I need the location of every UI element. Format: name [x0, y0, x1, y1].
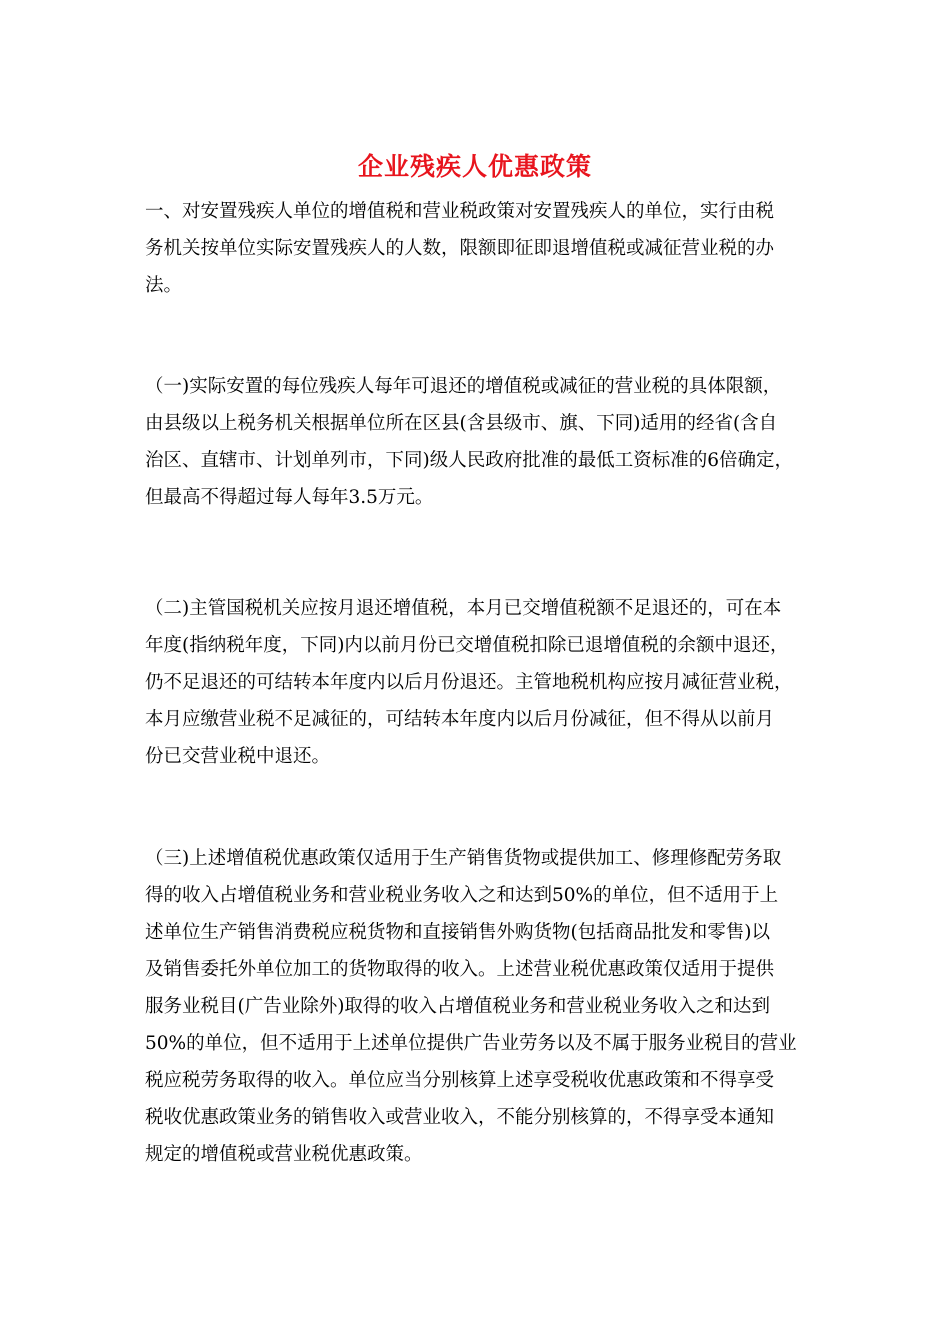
text-line: 税应税劳务取得的收入。单位应当分别核算上述享受税收优惠政策和不得享受 [145, 1070, 775, 1091]
text-line: 得的收入占增值税业务和营业税业务收入之和达到50%的单位，但不适用于上 [145, 885, 779, 906]
text-line: 份已交营业税中退还。 [145, 746, 331, 767]
text-line: （三)上述增值税优惠政策仅适用于生产销售货物或提供加工、修理修配劳务取 [145, 848, 782, 869]
paragraph-item-1 [145, 368, 813, 516]
text-line: 50%的单位，但不适用于上述单位提供广告业劳务以及不属于服务业税目的营业 [145, 1033, 797, 1054]
text-line: 一、对安置残疾人单位的增值税和营业税政策对安置残疾人的单位，实行由税 [145, 201, 775, 222]
text-line: 及销售委托外单位加工的货物取得的收入。上述营业税优惠政策仅适用于提供 [145, 959, 775, 980]
text-line: 述单位生产销售消费税应税货物和直接销售外购货物(包括商品批发和零售)以 [145, 922, 770, 943]
document-title: 企业残疾人优惠政策 [357, 152, 592, 181]
text-line: 法。 [145, 275, 183, 296]
text-line: 年度(指纳税年度，下同)内以前月份已交增值税扣除已退增值税的余额中退还， [145, 635, 789, 656]
text-line: 但最高不得超过每人每年3.5万元。 [145, 487, 434, 508]
text-line: 由县级以上税务机关根据单位所在区县(含县级市、旗、下同)适用的经省(含自 [145, 413, 778, 434]
paragraph-item-3 [145, 840, 813, 1173]
text-line: 税收优惠政策业务的销售收入或营业收入，不能分别核算的，不得享受本通知 [145, 1107, 775, 1128]
text-line: （二)主管国税机关应按月退还增值税，本月已交增值税额不足退还的，可在本 [145, 598, 782, 619]
paragraph-intro [145, 193, 813, 304]
text-line: 规定的增值税或营业税优惠政策。 [145, 1144, 423, 1165]
paragraph-item-2 [145, 590, 813, 775]
text-line: 治区、直辖市、计划单列市，下同)级人民政府批准的最低工资标准的6倍确定， [145, 450, 793, 471]
text-line: 务机关按单位实际安置残疾人的人数，限额即征即退增值税或减征营业税的办 [145, 238, 775, 259]
text-line: （一)实际安置的每位残疾人每年可退还的增值税或减征的营业税的具体限额， [145, 376, 782, 397]
text-line: 本月应缴营业税不足减征的，可结转本年度内以后月份减征，但不得从以前月 [145, 709, 775, 730]
text-line: 仍不足退还的可结转本年度内以后月份退还。主管地税机构应按月减征营业税， [145, 672, 793, 693]
text-line: 服务业税目(广告业除外)取得的收入占增值税业务和营业税业务收入之和达到 [145, 996, 770, 1017]
